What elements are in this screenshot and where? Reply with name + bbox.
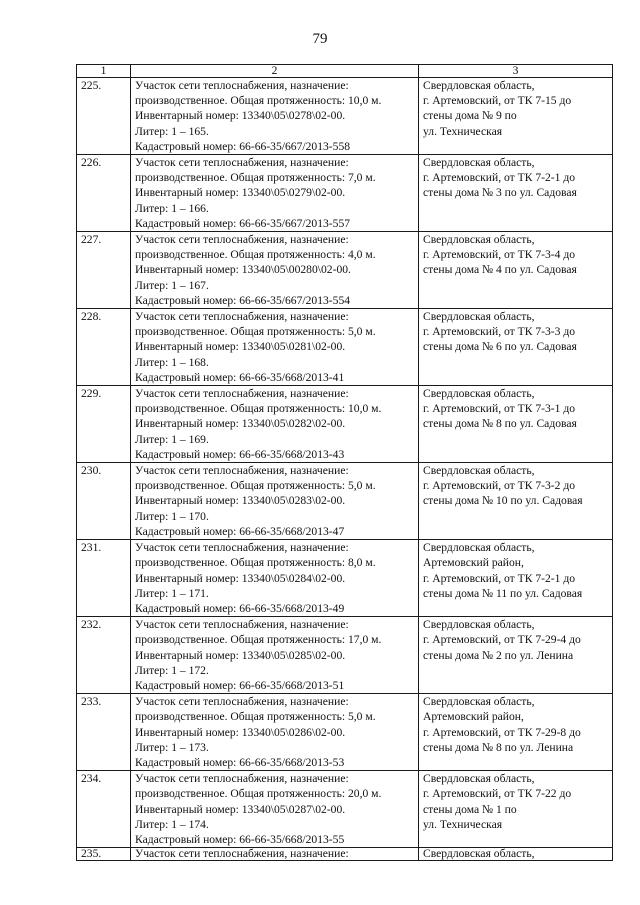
description-line: Инвентарный номер: 13340\05\0285\02-00. <box>135 648 346 662</box>
object-description <box>131 540 419 617</box>
row-number: 230. <box>77 463 131 540</box>
description-line: Инвентарный номер: 13340\05\0279\02-00. <box>135 186 346 200</box>
row-number: 233. <box>77 694 131 771</box>
description-line: производственное. Общая протяженность: 8,0 м. <box>135 556 376 570</box>
table-row <box>77 78 613 155</box>
object-description <box>131 232 419 309</box>
description-line: Кадастровый номер: 66-66-35/667/2013-557 <box>135 216 351 230</box>
location-line: Артемовский район, <box>423 710 524 724</box>
object-description <box>131 771 419 848</box>
description-line: Литер: 1 – 172. <box>135 663 209 677</box>
location-line: Свердловская область, <box>423 156 535 170</box>
location-line: ул. Техническая <box>423 124 503 138</box>
description-line: Литер: 1 – 173. <box>135 740 209 754</box>
description-line: Литер: 1 – 168. <box>135 355 209 369</box>
description-line: Участок сети теплоснабжения, назначение: <box>135 156 349 170</box>
description-line: Кадастровый номер: 66-66-35/668/2013-41 <box>135 370 345 384</box>
description-line: Участок сети теплоснабжения, назначение: <box>135 847 349 861</box>
object-location <box>419 617 613 694</box>
location-line: г. Артемовский, от ТК 7-29-8 до <box>423 725 581 739</box>
table-row <box>77 155 613 232</box>
object-description <box>131 463 419 540</box>
description-line: Участок сети теплоснабжения, назначение: <box>135 387 349 401</box>
location-line: Свердловская область, <box>423 847 535 861</box>
location-line: стены дома № 2 по ул. Ленина <box>423 648 574 662</box>
description-line: Участок сети теплоснабжения, назначение: <box>135 464 349 478</box>
description-line: Литер: 1 – 166. <box>135 201 209 215</box>
description-line: Инвентарный номер: 13340\05\00280\02-00. <box>135 263 351 277</box>
column-header-1: 1 <box>77 65 131 78</box>
location-line: г. Артемовский, от ТК 7-2-1 до <box>423 571 576 585</box>
location-line: Свердловская область, <box>423 310 535 324</box>
object-description <box>131 155 419 232</box>
description-line: Инвентарный номер: 13340\05\0284\02-00. <box>135 571 346 585</box>
description-line: производственное. Общая протяженность: 10,0 м. <box>135 94 382 108</box>
description-line: Литер: 1 – 171. <box>135 586 209 600</box>
object-description <box>131 848 419 861</box>
description-line: производственное. Общая протяженность: 10,0 м. <box>135 402 382 416</box>
row-number: 232. <box>77 617 131 694</box>
description-line: Кадастровый номер: 66-66-35/668/2013-51 <box>135 678 345 692</box>
object-location <box>419 309 613 386</box>
description-line: Кадастровый номер: 66-66-35/668/2013-49 <box>135 601 345 615</box>
location-line: г. Артемовский, от ТК 7-3-4 до <box>423 248 576 262</box>
location-line: Свердловская область, <box>423 541 535 555</box>
description-line: производственное. Общая протяженность: 20,0 м. <box>135 787 382 801</box>
location-line: стены дома № 1 по <box>423 802 517 816</box>
description-line: Инвентарный номер: 13340\05\0287\02-00. <box>135 802 346 816</box>
description-line: производственное. Общая протяженность: 17,0 м. <box>135 633 382 647</box>
description-line: Участок сети теплоснабжения, назначение: <box>135 618 349 632</box>
row-number: 225. <box>77 78 131 155</box>
location-line: Свердловская область, <box>423 79 535 92</box>
location-line: стены дома № 11 по ул. Садовая <box>423 586 583 600</box>
description-line: Участок сети теплоснабжения, назначение: <box>135 695 349 709</box>
table-row <box>77 771 613 848</box>
description-line: Участок сети теплоснабжения, назначение: <box>135 233 349 247</box>
description-line: Участок сети теплоснабжения, назначение: <box>135 310 349 324</box>
description-line: Инвентарный номер: 13340\05\0286\02-00. <box>135 725 346 739</box>
table-row <box>77 617 613 694</box>
row-number: 228. <box>77 309 131 386</box>
description-line: Кадастровый номер: 66-66-35/667/2013-558 <box>135 139 351 153</box>
object-location <box>419 78 613 155</box>
column-header-3: 3 <box>419 65 613 78</box>
description-line: Кадастровый номер: 66-66-35/667/2013-554 <box>135 293 351 307</box>
table-row <box>77 386 613 463</box>
table-header-row <box>77 65 613 78</box>
location-line: стены дома № 4 по ул. Садовая <box>423 263 577 277</box>
table-row <box>77 232 613 309</box>
row-number: 235. <box>77 848 131 861</box>
description-line: производственное. Общая протяженность: 4,0 м. <box>135 248 376 262</box>
property-registry-table <box>76 64 613 861</box>
description-line: Инвентарный номер: 13340\05\0283\02-00. <box>135 494 346 508</box>
object-description <box>131 386 419 463</box>
location-line: стены дома № 8 по ул. Ленина <box>423 740 574 754</box>
table-row <box>77 463 613 540</box>
location-line: ул. Техническая <box>423 817 503 831</box>
location-line: г. Артемовский, от ТК 7-15 до <box>423 94 572 108</box>
location-line: г. Артемовский, от ТК 7-3-1 до <box>423 402 576 416</box>
object-description <box>131 78 419 155</box>
object-location <box>419 771 613 848</box>
column-header-2: 2 <box>131 65 419 78</box>
description-line: Кадастровый номер: 66-66-35/668/2013-43 <box>135 447 345 461</box>
row-number: 229. <box>77 386 131 463</box>
location-line: Свердловская область, <box>423 387 535 401</box>
description-line: Кадастровый номер: 66-66-35/668/2013-55 <box>135 832 345 846</box>
description-line: Участок сети теплоснабжения, назначение: <box>135 79 349 92</box>
location-line: стены дома № 8 по ул. Садовая <box>423 417 577 431</box>
table-row <box>77 540 613 617</box>
description-line: Участок сети теплоснабжения, назначение: <box>135 541 349 555</box>
object-location <box>419 155 613 232</box>
description-line: производственное. Общая протяженность: 5,0 м. <box>135 479 376 493</box>
table-row <box>77 848 613 861</box>
row-number: 226. <box>77 155 131 232</box>
description-line: производственное. Общая протяженность: 7,0 м. <box>135 171 376 185</box>
object-description <box>131 309 419 386</box>
location-line: г. Артемовский, от ТК 7-29-4 до <box>423 633 581 647</box>
location-line: Свердловская область, <box>423 618 535 632</box>
location-line: Артемовский район, <box>423 556 524 570</box>
description-line: Инвентарный номер: 13340\05\0278\02-00. <box>135 109 346 123</box>
description-line: Участок сети теплоснабжения, назначение: <box>135 772 349 786</box>
object-description <box>131 617 419 694</box>
location-line: стены дома № 9 по <box>423 109 517 123</box>
location-line: Свердловская область, <box>423 772 535 786</box>
table-body <box>77 78 613 861</box>
description-line: производственное. Общая протяженность: 5,0 м. <box>135 710 376 724</box>
description-line: Литер: 1 – 174. <box>135 817 209 831</box>
description-line: Кадастровый номер: 66-66-35/668/2013-53 <box>135 755 345 769</box>
location-line: Свердловская область, <box>423 695 535 709</box>
location-line: стены дома № 3 по ул. Садовая <box>423 186 577 200</box>
object-description <box>131 694 419 771</box>
table-row <box>77 309 613 386</box>
location-line: г. Артемовский, от ТК 7-3-3 до <box>423 325 576 339</box>
location-line: г. Артемовский, от ТК 7-3-2 до <box>423 479 576 493</box>
object-location <box>419 386 613 463</box>
description-line: Литер: 1 – 169. <box>135 432 209 446</box>
object-location <box>419 540 613 617</box>
table-row <box>77 694 613 771</box>
object-location <box>419 463 613 540</box>
row-number: 231. <box>77 540 131 617</box>
description-line: Литер: 1 – 170. <box>135 509 209 523</box>
location-line: стены дома № 10 по ул. Садовая <box>423 494 583 508</box>
location-line: Свердловская область, <box>423 464 535 478</box>
description-line: Литер: 1 – 165. <box>135 124 209 138</box>
location-line: стены дома № 6 по ул. Садовая <box>423 340 577 354</box>
description-line: Кадастровый номер: 66-66-35/668/2013-47 <box>135 524 345 538</box>
location-line: г. Артемовский, от ТК 7-2-1 до <box>423 171 576 185</box>
description-line: Инвентарный номер: 13340\05\0281\02-00. <box>135 340 346 354</box>
row-number: 227. <box>77 232 131 309</box>
description-line: Инвентарный номер: 13340\05\0282\02-00. <box>135 417 346 431</box>
row-number: 234. <box>77 771 131 848</box>
location-line: Свердловская область, <box>423 233 535 247</box>
object-location <box>419 232 613 309</box>
description-line: производственное. Общая протяженность: 5,0 м. <box>135 325 376 339</box>
description-line: Литер: 1 – 167. <box>135 278 209 292</box>
location-line: г. Артемовский, от ТК 7-22 до <box>423 787 572 801</box>
object-location <box>419 694 613 771</box>
object-location <box>419 848 613 861</box>
page-number: 79 <box>312 31 328 47</box>
